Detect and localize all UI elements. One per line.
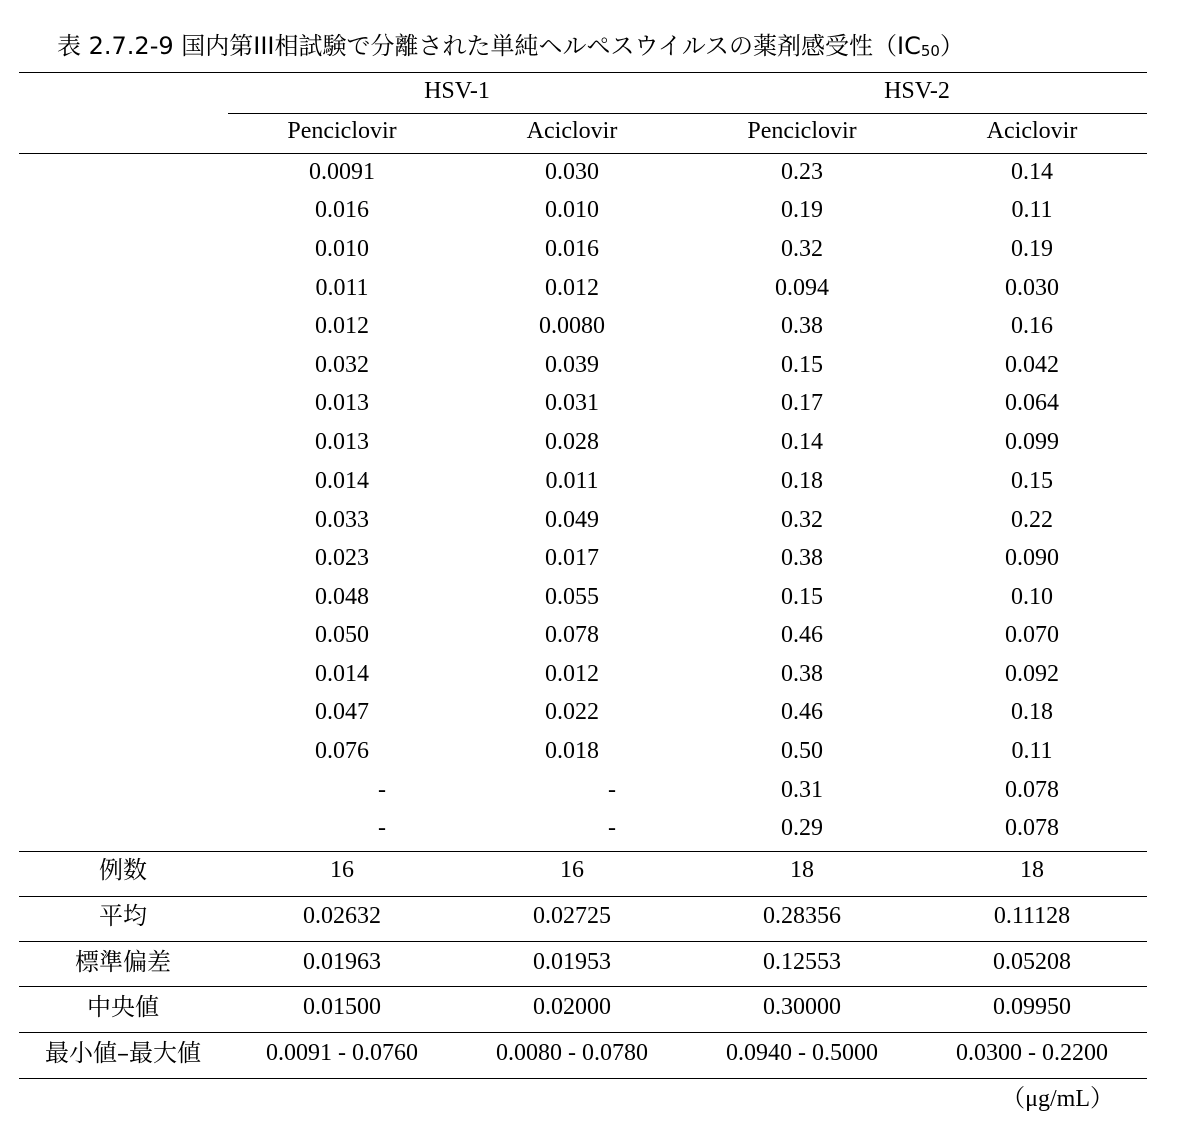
data-cell: 0.055 <box>545 584 599 610</box>
data-cell: 0.19 <box>1011 236 1053 262</box>
data-cell: 0.076 <box>315 738 369 764</box>
data-cell: 0.38 <box>781 545 823 571</box>
summary-row-rule <box>19 1032 1147 1033</box>
summary-label: 標準偏差 <box>75 948 171 976</box>
data-cell: 0.32 <box>781 507 823 533</box>
summary-value: 0.12553 <box>763 949 841 975</box>
data-cell: 0.15 <box>1011 468 1053 494</box>
data-cell: 0.0091 <box>309 159 375 185</box>
summary-row-rule <box>19 941 1147 942</box>
summary-value: 18 <box>790 857 814 883</box>
data-cell: 0.46 <box>781 699 823 725</box>
data-cell: 0.030 <box>1005 275 1059 301</box>
table-caption <box>57 26 1157 71</box>
data-cell: 0.033 <box>315 507 369 533</box>
summary-label: 最小値–最大値 <box>45 1039 201 1067</box>
data-cell: 0.012 <box>545 275 599 301</box>
data-cell: 0.023 <box>315 545 369 571</box>
data-cell: 0.017 <box>545 545 599 571</box>
summary-value: 16 <box>330 857 354 883</box>
data-cell: 0.039 <box>545 352 599 378</box>
summary-row-rule <box>19 986 1147 987</box>
data-cell: 0.012 <box>545 661 599 687</box>
data-cell: 0.31 <box>781 777 823 803</box>
unit-note: （μg/mL） <box>1001 1086 1114 1112</box>
data-cell: - <box>378 777 386 803</box>
data-cell: 0.022 <box>545 699 599 725</box>
data-cell: 0.15 <box>781 352 823 378</box>
data-cell: 0.016 <box>315 197 369 223</box>
caption-close: ） <box>939 32 964 60</box>
summary-value: 0.0091 - 0.0760 <box>266 1040 418 1066</box>
summary-value: 16 <box>560 857 584 883</box>
table-top-rule <box>19 72 1147 73</box>
column-header: Penciclovir <box>747 118 857 144</box>
data-cell: 0.094 <box>775 275 829 301</box>
summary-value: 0.01963 <box>303 949 381 975</box>
data-cell: 0.070 <box>1005 622 1059 648</box>
group-header-hsv1: HSV-1 <box>424 78 490 104</box>
summary-label: 例数 <box>99 856 147 884</box>
summary-value: 0.02632 <box>303 903 381 929</box>
data-cell: 0.042 <box>1005 352 1059 378</box>
data-cell: 0.016 <box>545 236 599 262</box>
data-cell: 0.030 <box>545 159 599 185</box>
summary-value: 0.02000 <box>533 994 611 1020</box>
data-cell: 0.032 <box>315 352 369 378</box>
column-header: Penciclovir <box>287 118 397 144</box>
data-cell: 0.38 <box>781 661 823 687</box>
data-cell: 0.15 <box>781 584 823 610</box>
data-cell: 0.16 <box>1011 313 1053 339</box>
caption-subscript: 50 <box>920 42 940 60</box>
summary-row-rule <box>19 896 1147 897</box>
data-cell: 0.012 <box>315 313 369 339</box>
data-cell: 0.013 <box>315 429 369 455</box>
data-cell: 0.23 <box>781 159 823 185</box>
data-cell: 0.011 <box>545 468 599 494</box>
data-cell: - <box>608 815 616 841</box>
data-cell: 0.17 <box>781 390 823 416</box>
data-bottom-rule <box>19 851 1147 852</box>
data-cell: 0.010 <box>315 236 369 262</box>
data-cell: 0.38 <box>781 313 823 339</box>
data-cell: 0.050 <box>315 622 369 648</box>
data-cell: 0.29 <box>781 815 823 841</box>
summary-label: 中央値 <box>87 993 159 1021</box>
data-cell: 0.014 <box>315 661 369 687</box>
data-cell: 0.031 <box>545 390 599 416</box>
caption-text: 表 2.7.2-9 国内第III相試験で分離された単純ヘルペスウイルスの薬剤感受性（IC <box>57 32 921 60</box>
summary-value: 0.30000 <box>763 994 841 1020</box>
data-cell: 0.078 <box>1005 777 1059 803</box>
summary-value: 0.11128 <box>993 903 1071 929</box>
data-cell: 0.50 <box>781 738 823 764</box>
data-cell: 0.078 <box>1005 815 1059 841</box>
data-cell: - <box>378 815 386 841</box>
data-cell: 0.047 <box>315 699 369 725</box>
data-cell: 0.049 <box>545 507 599 533</box>
data-cell: 0.013 <box>315 390 369 416</box>
data-cell: 0.010 <box>545 197 599 223</box>
data-cell: 0.10 <box>1011 584 1053 610</box>
data-cell: 0.11 <box>1011 738 1053 764</box>
data-cell: 0.090 <box>1005 545 1059 571</box>
summary-value: 0.01953 <box>533 949 611 975</box>
column-header-rule <box>19 153 1147 154</box>
summary-value: 0.28356 <box>763 903 841 929</box>
summary-value: 0.02725 <box>533 903 611 929</box>
data-cell: 0.22 <box>1011 507 1053 533</box>
data-cell: 0.18 <box>1011 699 1053 725</box>
table-bottom-rule <box>19 1078 1147 1079</box>
data-cell: 0.14 <box>1011 159 1053 185</box>
summary-value: 18 <box>1020 857 1044 883</box>
data-cell: 0.32 <box>781 236 823 262</box>
data-cell: - <box>608 777 616 803</box>
summary-value: 0.0300 - 0.2200 <box>956 1040 1108 1066</box>
summary-value: 0.0080 - 0.0780 <box>496 1040 648 1066</box>
data-cell: 0.099 <box>1005 429 1059 455</box>
data-cell: 0.46 <box>781 622 823 648</box>
column-header: Aciclovir <box>526 118 618 144</box>
data-cell: 0.0080 <box>539 313 605 339</box>
summary-value: 0.05208 <box>993 949 1071 975</box>
data-cell: 0.011 <box>315 275 369 301</box>
summary-value: 0.09950 <box>993 994 1071 1020</box>
data-cell: 0.064 <box>1005 390 1059 416</box>
column-header: Aciclovir <box>986 118 1078 144</box>
summary-value: 0.0940 - 0.5000 <box>726 1040 878 1066</box>
group-header-rule <box>228 113 1147 114</box>
summary-value: 0.01500 <box>303 994 381 1020</box>
data-cell: 0.028 <box>545 429 599 455</box>
data-cell: 0.19 <box>781 197 823 223</box>
group-header-hsv2: HSV-2 <box>884 78 950 104</box>
data-cell: 0.018 <box>545 738 599 764</box>
data-cell: 0.092 <box>1005 661 1059 687</box>
data-cell: 0.048 <box>315 584 369 610</box>
data-cell: 0.014 <box>315 468 369 494</box>
data-cell: 0.078 <box>545 622 599 648</box>
data-cell: 0.14 <box>781 429 823 455</box>
data-cell: 0.11 <box>1011 197 1053 223</box>
summary-label: 平均 <box>99 902 147 930</box>
data-cell: 0.18 <box>781 468 823 494</box>
